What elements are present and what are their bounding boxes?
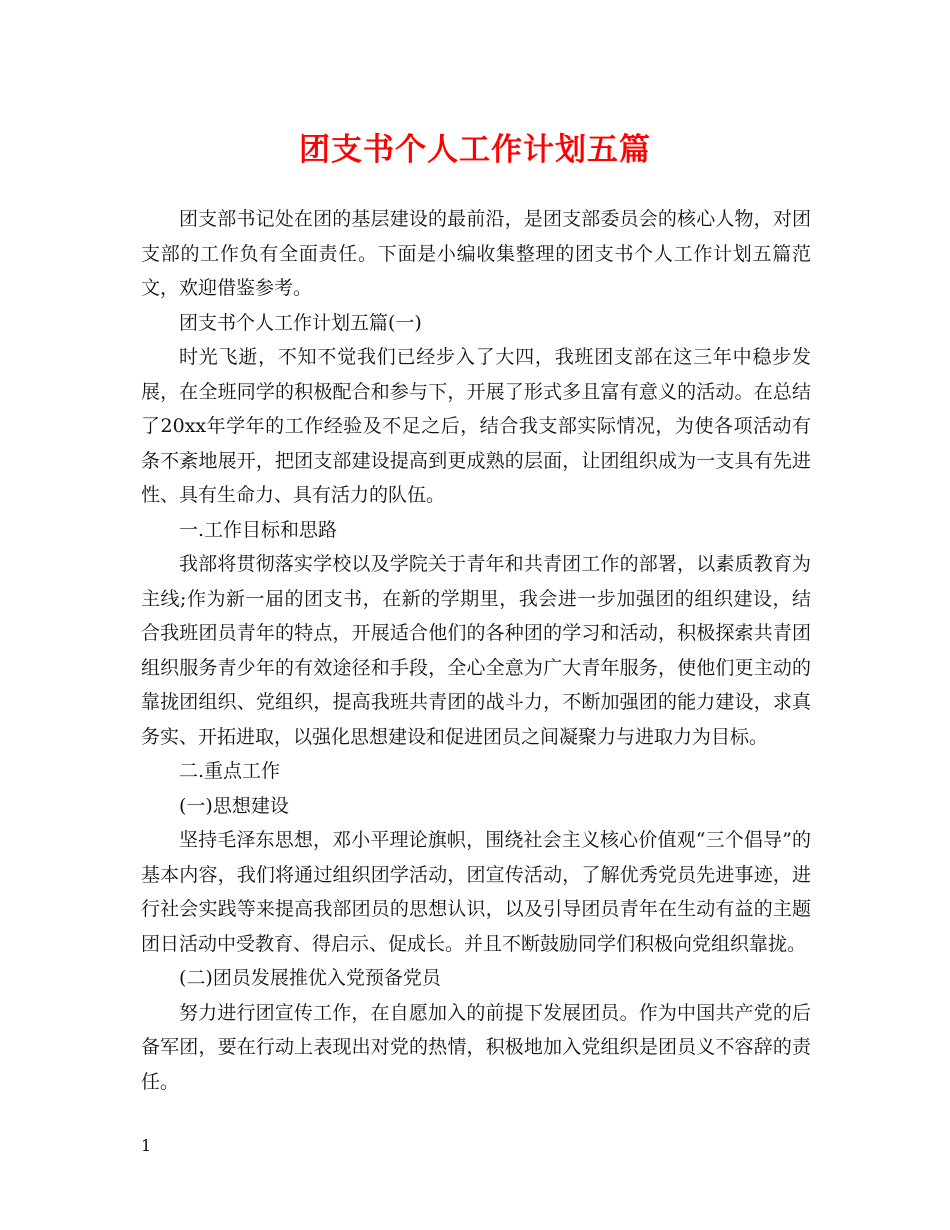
section-heading-key-work: 二.重点工作 <box>179 760 281 782</box>
page-number: 1 <box>141 1136 152 1155</box>
body-paragraph: 我部将贯彻落实学校以及学院关于青年和共青团工作的部署，以素质教育为主线;作为新一届的团支书，在新的学期里，我会进一步加强团的组织建设，结合我班团员青年的特点，开展适合他们的各种团的学习和活动，积极探索共青团组织服务青少年的有效途径和手段，全心全意为广大青年服务，使他们更主动的靠拢团组织、党组织，提高我班共青团的战斗力，不断加强团的能力建设，求真务实、开拓进取，以强化思想建设和促进团员之间凝聚力与进取力为目标。 <box>141 553 811 748</box>
subsection-heading-ideology: (一)思想建设 <box>179 794 289 817</box>
body-paragraph: 时光飞逝，不知不觉我们已经步入了大四，我班团支部在这三年中稳步发展，在全班同学的积极配合和参与下，开展了形式多且富有意义的活动。在总结了20xx年学年的工作经验及不足之后，结合我支部实际情况，为使各项活动有条不紊地展开，把团支部建设提高到更成熟的层面，让团组织成为一支具有先进性、具有生命力、具有活力的队伍。 <box>141 346 811 506</box>
body-paragraph: 坚持毛泽东思想，邓小平理论旗帜，围绕社会主义核心价值观“三个倡导”的基本内容，我们将通过组织团学活动，团宣传活动，了解优秀党员先进事迹，进行社会实践等来提高我部团员的思想认识，以及引导团员青年在生动有益的主题团日活动中受教育、得启示、促成长。并且不断鼓励同学们积极向党组织靠拢。 <box>141 829 811 955</box>
intro-paragraph: 团支部书记处在团的基层建设的最前沿，是团支部委员会的核心人物，对团支部的工作负有全面责任。下面是小编收集整理的团支书个人工作计划五篇范文，欢迎借鉴参考。 <box>141 208 811 299</box>
body-paragraph: 努力进行团宣传工作，在自愿加入的前提下发展团员。作为中国共产党的后备军团，要在行动上表现出对党的热情，积极地加入党组织是团员义不容辞的责任。 <box>141 1001 811 1093</box>
document-body <box>141 202 811 1099</box>
section-heading-plan-one: 团支书个人工作计划五篇(一) <box>179 311 422 334</box>
section-heading-goals: 一.工作目标和思路 <box>179 518 338 541</box>
subsection-heading-member-development: (二)团员发展推优入党预备党员 <box>179 967 441 989</box>
document-title: 团支书个人工作计划五篇 <box>299 132 651 168</box>
